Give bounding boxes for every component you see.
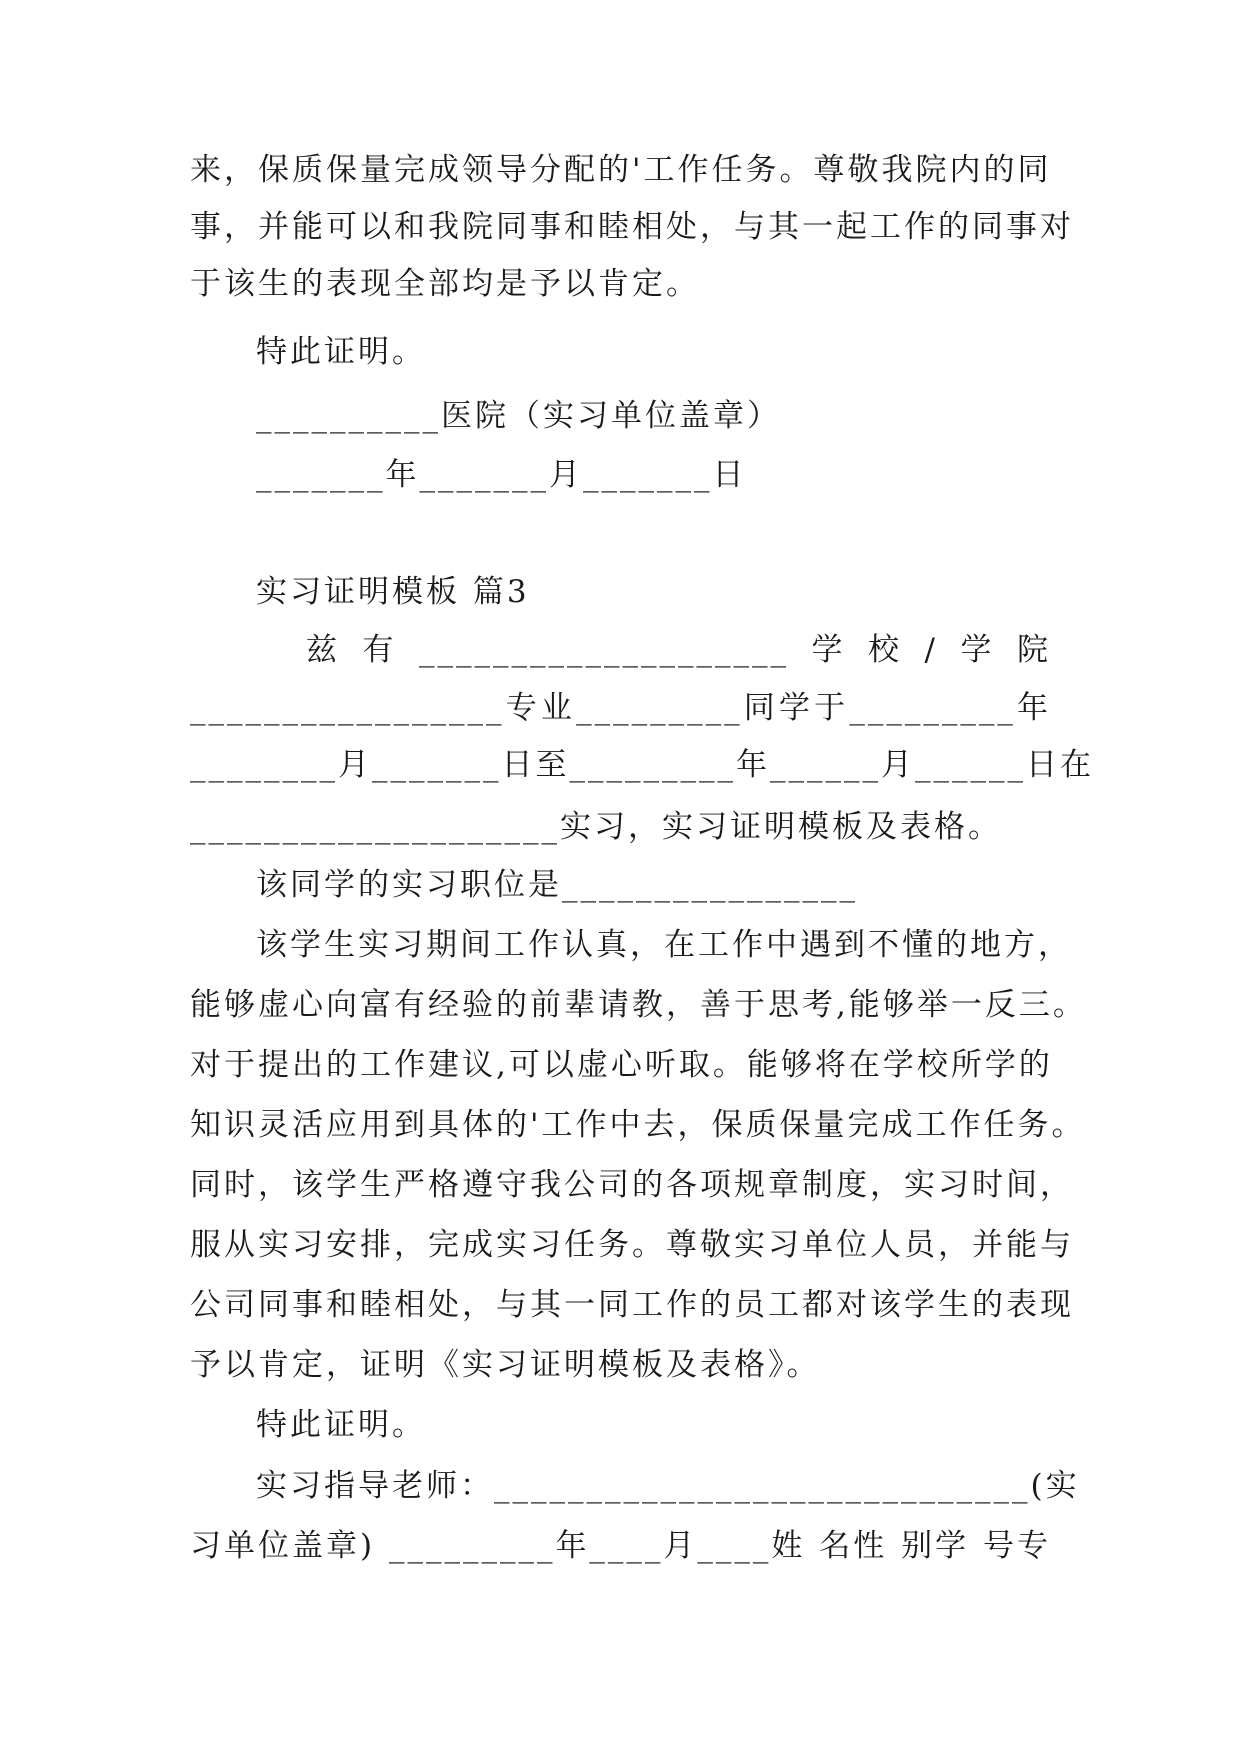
section-heading: 实习证明模板 篇3	[256, 574, 530, 610]
form-text: ________月	[190, 747, 372, 783]
form-text: 业	[540, 690, 575, 726]
paragraph-line: 来，保质保量完成领导分配的'工作任务。尊敬我院内的同	[190, 152, 1052, 188]
paragraph-line: 服从实习安排，完成实习任务。尊敬实习单位人员，并能与	[190, 1227, 1074, 1263]
form-line	[190, 745, 1094, 785]
form-text: ______月	[770, 747, 915, 783]
position-line: 该同学的实习职位是________________	[256, 867, 858, 903]
form-text: 校	[868, 632, 902, 668]
paragraph-line: 予以肯定，证明《实习证明模板及表格》。	[190, 1347, 821, 1383]
form-text: /	[924, 632, 938, 668]
blank-field: ____________________	[419, 632, 789, 668]
form-text: 年	[1017, 690, 1051, 726]
form-line	[190, 688, 1051, 728]
form-text: 同	[743, 690, 778, 726]
blank-field: _________________	[190, 690, 505, 726]
paragraph-line: 对于提出的工作建议,可以虚心听取。能够将在学校所学的	[190, 1047, 1053, 1083]
form-line	[306, 630, 1051, 670]
form-text: _______日至	[372, 747, 570, 783]
form-text: 号专	[982, 1528, 1051, 1564]
form-text: 于	[814, 690, 849, 726]
form-text: 别学	[901, 1528, 970, 1564]
form-text: 实习指导老师：	[256, 1468, 494, 1504]
form-text: _________年____月____姓	[388, 1528, 806, 1564]
paragraph-line: 能够虚心向富有经验的前辈请教，善于思考,能够举一反三。	[190, 987, 1087, 1023]
paragraph-line: 事，并能可以和我院同事和睦相处，与其一起工作的同事对	[190, 209, 1074, 245]
form-text: ______日在	[915, 747, 1094, 783]
form-text: 学	[811, 632, 846, 668]
date-line: _______年_______月_______日	[256, 457, 747, 493]
paragraph-line: 公司同事和睦相处，与其一同工作的员工都对该学生的表现	[190, 1287, 1074, 1323]
hospital-seal-line: __________医院（实习单位盖章）	[256, 398, 781, 434]
form-text: 有	[362, 632, 397, 668]
paragraph-line: 于该生的表现全部均是予以肯定。	[190, 266, 700, 302]
blank-field: _________	[576, 690, 743, 726]
blank-field: ___________________(实	[679, 1468, 1080, 1504]
signature-line	[190, 1526, 1051, 1566]
signature-line	[256, 1466, 1080, 1506]
paragraph-line: 知识灵活应用到具体的'工作中去，保质保量完成工作任务。	[190, 1107, 1086, 1143]
certify-line: 特此证明。	[256, 1407, 426, 1443]
form-text: _________年	[569, 747, 770, 783]
paragraph-line: 同时，该学生严格遵守我公司的各项规章制度，实习时间，	[190, 1167, 1074, 1203]
paragraph-line: ____________________实习，实习证明模板及表格。	[190, 809, 1002, 845]
blank-field: __________	[494, 1468, 679, 1504]
blank-field: _________	[849, 690, 1016, 726]
certify-line: 特此证明。	[256, 334, 426, 370]
form-text: 院	[1016, 632, 1051, 668]
form-text: 专	[505, 690, 540, 726]
form-text: 学	[960, 632, 995, 668]
form-text: 兹	[306, 632, 340, 668]
form-text: 习单位盖章)	[190, 1528, 376, 1564]
form-text: 学	[778, 690, 813, 726]
form-text: 名性	[819, 1528, 888, 1564]
paragraph-line: 该学生实习期间工作认真，在工作中遇到不懂的地方，	[256, 927, 1072, 963]
